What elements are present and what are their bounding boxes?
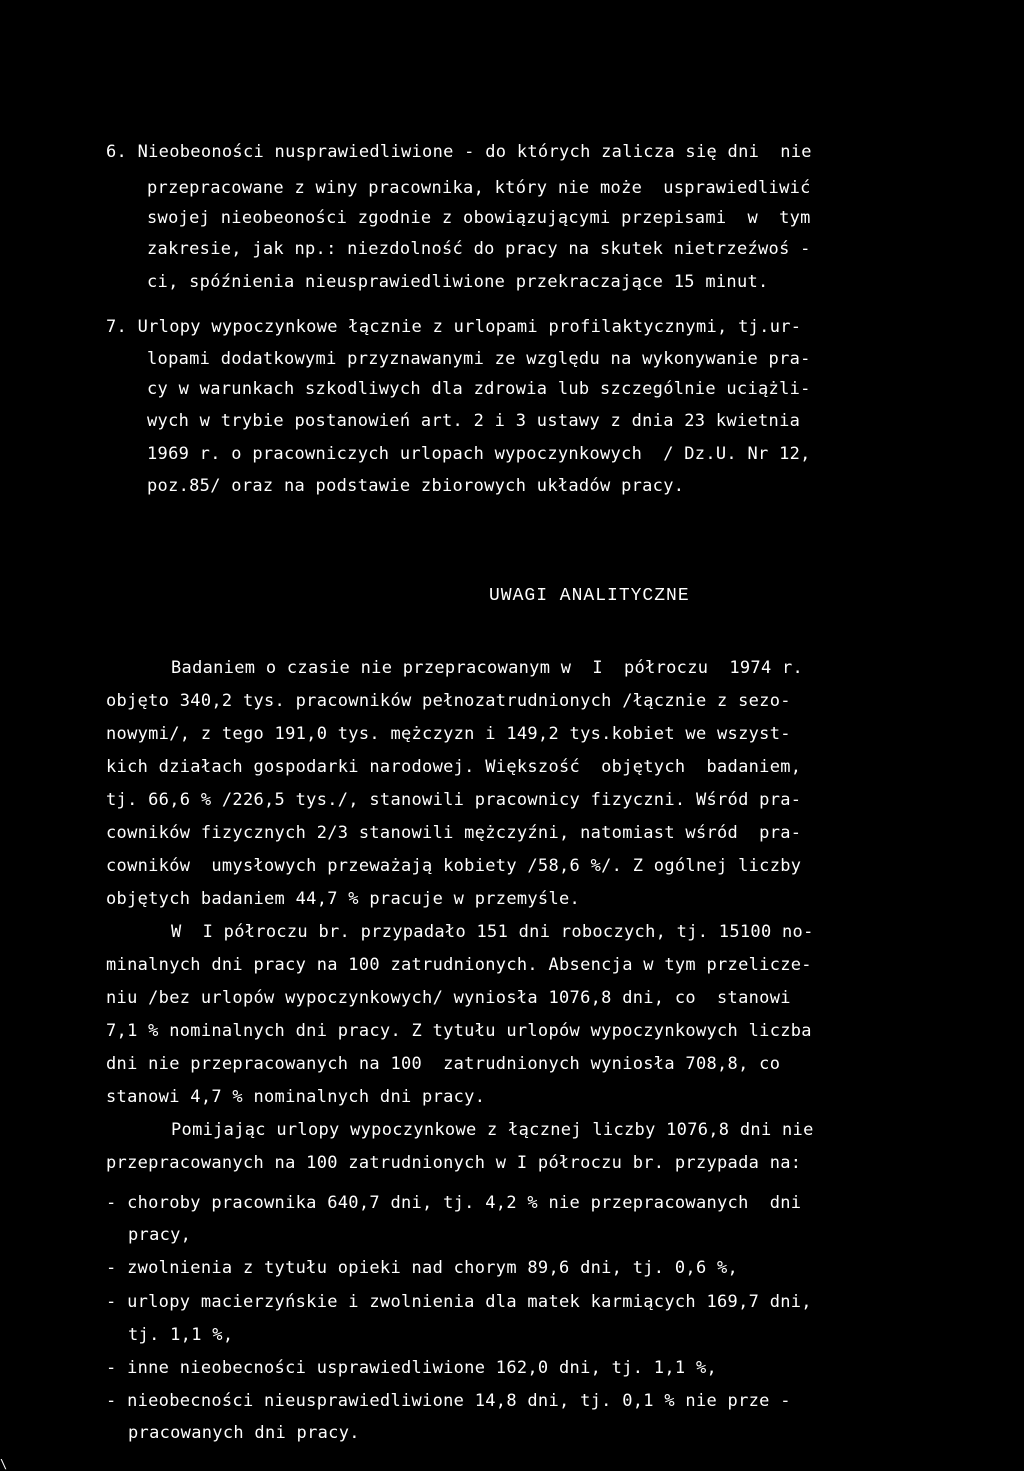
item-6-line: swojej nieobeoności zgodnie z obowiązującymi przepisami w tym: [147, 208, 811, 228]
section-heading: UWAGI ANALITYCZNE: [489, 586, 690, 606]
analysis-line: Badaniem o czasie nie przepracowanym w I półroczu 1974 r.: [171, 658, 804, 678]
item-7-line: cy w warunkach szkodliwych dla zdrowia lub szczególnie uciążli-: [147, 379, 811, 399]
analysis-line: cowników fizycznych 2/3 stanowili mężczyźni, natomiast wśród pra-: [106, 823, 802, 843]
analysis-line: objętych badaniem 44,7 % pracuje w przemyśle.: [106, 889, 581, 909]
item-6-line: 6. Nieobeoności nusprawiedliwione - do których zalicza się dni nie: [106, 142, 812, 162]
list-item-continuation: pracy,: [128, 1225, 192, 1245]
analysis-line: 7,1 % nominalnych dni pracy. Z tytułu urlopów wypoczynkowych liczba: [106, 1021, 812, 1041]
analysis-line: dni nie przepracowanych na 100 zatrudnionych wyniosła 708,8, co: [106, 1054, 781, 1074]
list-item: - choroby pracownika 640,7 dni, tj. 4,2 % nie przepracowanych dni: [106, 1193, 802, 1213]
analysis-line: stanowi 4,7 % nominalnych dni pracy.: [106, 1087, 486, 1107]
item-7-line: 7. Urlopy wypoczynkowe łącznie z urlopami profilaktycznymi, tj.ur-: [106, 317, 802, 337]
scan-artifact-mark: \: [0, 1457, 8, 1471]
analysis-line: tj. 66,6 % /226,5 tys./, stanowili pracownicy fizyczni. Wśród pra-: [106, 790, 802, 810]
list-item: - urlopy macierzyńskie i zwolnienia dla matek karmiących 169,7 dni,: [106, 1292, 812, 1312]
analysis-line: kich działach gospodarki narodowej. Większość objętych badaniem,: [106, 757, 802, 777]
analysis-line: W I półroczu br. przypadało 151 dni roboczych, tj. 15100 no-: [171, 922, 814, 942]
analysis-line: objęto 340,2 tys. pracowników pełnozatrudnionych /łącznie z sezo-: [106, 691, 791, 711]
item-6-line: przepracowane z winy pracownika, który nie może usprawiedliwić: [147, 178, 811, 198]
list-item: - zwolnienia z tytułu opieki nad chorym 89,6 dni, tj. 0,6 %,: [106, 1258, 739, 1278]
item-7-line: 1969 r. o pracowniczych urlopach wypoczynkowych / Dz.U. Nr 12,: [147, 444, 811, 464]
list-item: - inne nieobecności usprawiedliwione 162,0 dni, tj. 1,1 %,: [106, 1358, 718, 1378]
item-7-line: lopami dodatkowymi przyznawanymi ze względu na wykonywanie pra-: [147, 349, 811, 369]
analysis-line: minalnych dni pracy na 100 zatrudnionych. Absencja w tym przelicze-: [106, 955, 812, 975]
item-7-line: poz.85/ oraz na podstawie zbiorowych układów pracy.: [147, 476, 685, 496]
item-6-line: zakresie, jak np.: niezdolność do pracy na skutek nietrzeźwoś -: [147, 239, 811, 259]
analysis-line: nowymi/, z tego 191,0 tys. mężczyzn i 149,2 tys.kobiet we wszyst-: [106, 724, 791, 744]
item-7-line: wych w trybie postanowień art. 2 i 3 ustawy z dnia 23 kwietnia: [147, 411, 801, 431]
item-6-line: ci, spóźnienia nieusprawiedliwione przekraczające 15 minut.: [147, 272, 769, 292]
analysis-line: cowników umysłowych przeważają kobiety /58,6 %/. Z ogólnej liczby: [106, 856, 802, 876]
analysis-line: niu /bez urlopów wypoczynkowych/ wyniosła 1076,8 dni, co stanowi: [106, 988, 791, 1008]
analysis-line: Pomijając urlopy wypoczynkowe z łącznej liczby 1076,8 dni nie: [171, 1120, 814, 1140]
list-item-continuation: pracowanych dni pracy.: [128, 1423, 360, 1443]
list-item-continuation: tj. 1,1 %,: [128, 1325, 234, 1345]
analysis-line: przepracowanych na 100 zatrudnionych w I półroczu br. przypada na:: [106, 1153, 802, 1173]
list-item: - nieobecności nieusprawiedliwione 14,8 dni, tj. 0,1 % nie prze -: [106, 1391, 791, 1411]
